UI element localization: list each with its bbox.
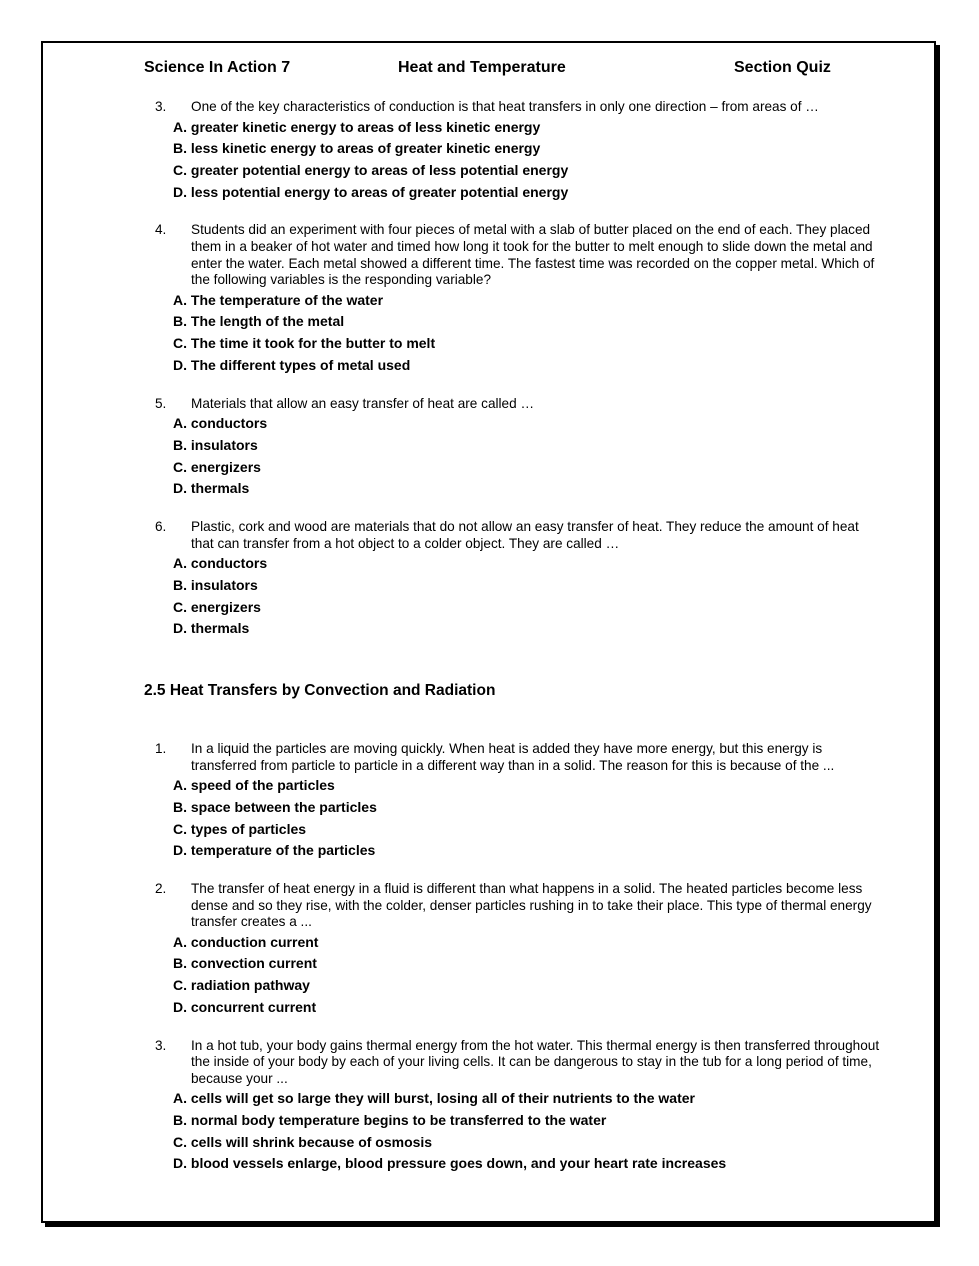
answer-option: D. thermals	[173, 480, 250, 497]
question-block	[144, 99, 884, 202]
answer-option: C. greater potential energy to areas of less potential energy	[173, 162, 569, 178]
header-topic: Heat and Temperature	[398, 59, 566, 76]
question-block	[144, 881, 884, 1018]
header-course: Science In Action 7	[144, 59, 291, 76]
section-heading: 2.5 Heat Transfers by Convection and Radiation	[144, 682, 496, 699]
answer-option: D. less potential energy to areas of greater potential energy	[173, 183, 569, 200]
question	[144, 881, 884, 931]
answer-option: B. convection current	[173, 955, 317, 972]
answer-option: D. thermals	[173, 620, 250, 637]
question	[144, 99, 884, 116]
question	[144, 396, 884, 413]
answer-option: A. cells will get so large they will burst, losing all of their nutrients to the water	[173, 1090, 695, 1107]
answer-option: D. blood vessels enlarge, blood pressure goes down, and your heart rate increases	[173, 1155, 727, 1172]
question-number: 3.	[155, 1037, 167, 1053]
question-block	[144, 222, 884, 375]
question-number: 6.	[155, 519, 167, 534]
question-text: Plastic, cork and wood are materials that do not allow an easy transfer of heat. They reduce the amount of heat that can transfer from a hot object to a colder object. They are called …	[191, 519, 859, 551]
answer-option: C. cells will shrink because of osmosis	[173, 1133, 433, 1150]
answer-option: A. conduction current	[173, 933, 319, 950]
answer-option: B. normal body temperature begins to be transferred to the water	[173, 1112, 607, 1129]
question-number: 1.	[155, 741, 167, 756]
question	[144, 741, 884, 774]
question	[144, 519, 884, 552]
answer-option: A. greater kinetic energy to areas of less kinetic energy	[173, 118, 541, 135]
question-number: 5.	[155, 395, 167, 411]
question-block	[144, 741, 884, 861]
answer-option: C. types of particles	[173, 820, 307, 837]
question-block	[144, 396, 884, 499]
question-text: One of the key characteristics of conduction is that heat transfers in only one direction – from areas of …	[191, 99, 819, 114]
question-text: Materials that allow an easy transfer of heat are called …	[191, 395, 535, 411]
answer-option: A. The temperature of the water	[173, 291, 384, 308]
answer-option: D. The different types of metal used	[173, 356, 411, 373]
question-text: Students did an experiment with four pieces of metal with a slab of butter placed on the end of each. They placed them in a beaker of hot water and timed how long it took for the butter to melt enough to slide down the metal and enter the water. Each metal showed a different time. The fastest time was recorded on the copper metal. Which of the following variables is the responding variable?	[191, 222, 875, 288]
question-number: 4.	[155, 222, 167, 238]
answer-option: A. conductors	[173, 415, 268, 432]
answer-option: A. conductors	[173, 555, 268, 572]
answer-option: C. The time it took for the butter to melt	[173, 335, 436, 352]
answer-option: A. speed of the particles	[173, 777, 335, 794]
answer-option: C. radiation pathway	[173, 977, 310, 994]
question-text: In a liquid the particles are moving quickly. When heat is added they have more energy, but this energy is transferred from particle to particle in a different way than in a solid. The reason for this is because of the ...	[191, 741, 835, 773]
answer-option: D. concurrent current	[173, 998, 317, 1015]
question-text: In a hot tub, your body gains thermal energy from the hot water. This thermal energy is then transferred throughout the inside of your body by each of your living cells. It can be dangerous to stay in the tub for a long period of time, because your ...	[191, 1037, 880, 1086]
question-block	[144, 519, 884, 639]
header-type: Section Quiz	[734, 59, 831, 76]
question-text: The transfer of heat energy in a fluid is different than what happens in a solid. The heated particles become less dense and so they rise, with the colder, denser particles rushing in to take their place. This type of thermal energy transfer creates a ...	[191, 881, 872, 930]
answer-option: B. space between the particles	[173, 798, 377, 815]
question-number: 3.	[155, 99, 167, 114]
question-number: 2.	[155, 881, 167, 896]
answer-option: B. insulators	[173, 436, 258, 453]
answer-option: B. less kinetic energy to areas of greater kinetic energy	[173, 140, 541, 157]
question-block	[144, 1038, 884, 1175]
question	[144, 1038, 884, 1088]
answer-option: C. energizers	[173, 458, 261, 475]
answer-option: D. temperature of the particles	[173, 842, 376, 859]
answer-option: C. energizers	[173, 598, 261, 615]
answer-option: B. insulators	[173, 576, 258, 593]
answer-option: B. The length of the metal	[173, 313, 345, 330]
quiz-content	[144, 99, 884, 1194]
question	[144, 222, 884, 288]
